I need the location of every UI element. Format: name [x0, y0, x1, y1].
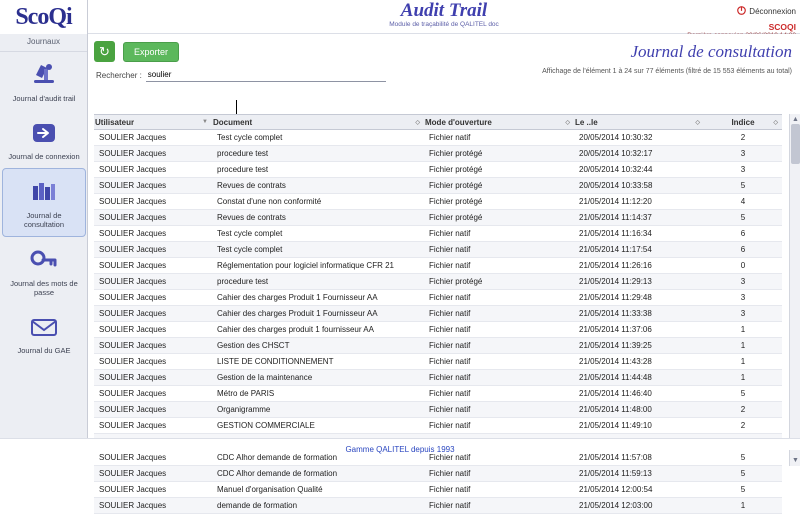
- cell-indice: 6: [704, 242, 782, 258]
- cell-utilisateur: SOULIER Jacques: [94, 466, 212, 482]
- cell-mode-ouverture: Fichier protégé: [424, 194, 574, 210]
- sort-arrow-icon: ▼: [202, 119, 208, 125]
- cell-utilisateur: SOULIER Jacques: [94, 338, 212, 354]
- app-logo: [0, 0, 87, 34]
- cell-mode-ouverture: Fichier natif: [424, 402, 574, 418]
- cell-document: Organigramme: [212, 402, 424, 418]
- cell-mode-ouverture: Fichier natif: [424, 354, 574, 370]
- cell-utilisateur: SOULIER Jacques: [94, 322, 212, 338]
- cell-date: 21/05/2014 11:37:06: [574, 322, 704, 338]
- table-row[interactable]: [94, 258, 782, 274]
- sidebar: [0, 0, 88, 450]
- cell-utilisateur: SOULIER Jacques: [94, 274, 212, 290]
- cell-utilisateur: SOULIER Jacques: [94, 258, 212, 274]
- column-header-document[interactable]: [212, 115, 424, 130]
- cell-date: 21/05/2014 11:39:25: [574, 338, 704, 354]
- main-content: [88, 34, 800, 510]
- cell-mode-ouverture: Fichier natif: [424, 242, 574, 258]
- cell-utilisateur: SOULIER Jacques: [94, 162, 212, 178]
- cell-indice: 0: [704, 258, 782, 274]
- cell-date: 21/05/2014 11:26:16: [574, 258, 704, 274]
- table-header-row: [94, 115, 782, 130]
- cell-mode-ouverture: Fichier natif: [424, 466, 574, 482]
- cell-mode-ouverture: Fichier natif: [424, 482, 574, 498]
- cell-date: 21/05/2014 11:29:48: [574, 290, 704, 306]
- cell-date: 21/05/2014 11:49:10: [574, 418, 704, 434]
- cell-mode-ouverture: Fichier natif: [424, 306, 574, 322]
- text-cursor: [236, 100, 237, 114]
- cell-document: CDC Alhor demande de formation: [212, 450, 424, 466]
- cell-date: 21/05/2014 11:14:37: [574, 210, 704, 226]
- cell-indice: 3: [704, 290, 782, 306]
- scrollbar-thumb[interactable]: [791, 124, 800, 164]
- cell-mode-ouverture: Fichier natif: [424, 386, 574, 402]
- table-row[interactable]: [94, 338, 782, 354]
- search-input[interactable]: [146, 69, 386, 82]
- cell-utilisateur: SOULIER Jacques: [94, 354, 212, 370]
- scroll-down-arrow-icon[interactable]: ▼: [792, 457, 799, 464]
- cell-indice: 2: [704, 418, 782, 434]
- cell-indice: 1: [704, 322, 782, 338]
- sidebar-item-journal-connexion[interactable]: [0, 110, 88, 168]
- cell-mode-ouverture: Fichier protégé: [424, 146, 574, 162]
- table-row[interactable]: [94, 226, 782, 242]
- cell-utilisateur: SOULIER Jacques: [94, 178, 212, 194]
- table-row[interactable]: [94, 130, 782, 146]
- cell-date: 20/05/2014 10:30:32: [574, 130, 704, 146]
- table-row[interactable]: [94, 162, 782, 178]
- cell-document: Test cycle complet: [212, 226, 424, 242]
- cell-date: 21/05/2014 11:59:13: [574, 466, 704, 482]
- vertical-scrollbar[interactable]: [789, 114, 800, 466]
- scroll-up-arrow-icon[interactable]: ▲: [792, 116, 799, 123]
- table-row[interactable]: [94, 418, 782, 434]
- cell-indice: 3: [704, 146, 782, 162]
- cell-mode-ouverture: Fichier protégé: [424, 210, 574, 226]
- table-row[interactable]: [94, 210, 782, 226]
- cell-mode-ouverture: Fichier natif: [424, 498, 574, 514]
- cell-indice: 1: [704, 354, 782, 370]
- records-info: Affichage de l'élément 1 à 24 sur 77 éléments (filtré de 15 553 éléments au total): [542, 68, 792, 75]
- logo-text: ScoQi: [15, 3, 72, 30]
- sort-arrow-icon: ◇: [415, 120, 420, 126]
- cell-date: 21/05/2014 11:17:54: [574, 242, 704, 258]
- table-row[interactable]: [94, 354, 782, 370]
- sidebar-item-journal-gae[interactable]: [0, 304, 88, 362]
- table-row[interactable]: [94, 242, 782, 258]
- cell-mode-ouverture: Fichier natif: [424, 418, 574, 434]
- cell-document: GESTION COMMERCIALE: [212, 418, 424, 434]
- cell-mode-ouverture: Fichier protégé: [424, 162, 574, 178]
- cell-date: 20/05/2014 10:33:58: [574, 178, 704, 194]
- cell-document: Constat d'une non conformité: [212, 194, 424, 210]
- cell-date: 21/05/2014 11:44:48: [574, 370, 704, 386]
- cell-utilisateur: SOULIER Jacques: [94, 194, 212, 210]
- column-header-label: Mode d'ouverture: [425, 117, 492, 127]
- cell-indice: 5: [704, 450, 782, 466]
- cell-indice: 2: [704, 130, 782, 146]
- cell-date: 21/05/2014 11:57:08: [574, 450, 704, 466]
- sidebar-item-label: Journal d'audit trail: [12, 94, 76, 103]
- cell-utilisateur: SOULIER Jacques: [94, 482, 212, 498]
- cell-mode-ouverture: Fichier natif: [424, 258, 574, 274]
- cell-document: Manuel d'organisation Qualité: [212, 482, 424, 498]
- sort-arrow-icon: ◇: [773, 120, 778, 126]
- cell-indice: 5: [704, 386, 782, 402]
- table-row[interactable]: [94, 402, 782, 418]
- sidebar-section-title: Journaux: [0, 34, 87, 52]
- cell-date: 21/05/2014 12:03:00: [574, 498, 704, 514]
- cell-mode-ouverture: Fichier protégé: [424, 178, 574, 194]
- sidebar-item-label: Journal des mots de passe: [10, 279, 78, 297]
- cell-date: 21/05/2014 11:12:20: [574, 194, 704, 210]
- cell-utilisateur: SOULIER Jacques: [94, 146, 212, 162]
- cell-document: Test cycle complet: [212, 130, 424, 146]
- cell-document: Revues de contrats: [212, 178, 424, 194]
- search-label: Rechercher :: [96, 70, 142, 80]
- cell-document: Revues de contrats: [212, 210, 424, 226]
- cell-utilisateur: SOULIER Jacques: [94, 210, 212, 226]
- table-row[interactable]: [94, 306, 782, 322]
- cell-document: Cahier des charges Produit 1 Fournisseur AA: [212, 306, 424, 322]
- page-title: Journal de consultation: [630, 42, 792, 61]
- cell-indice: 6: [704, 226, 782, 242]
- cell-indice: 5: [704, 482, 782, 498]
- table-row[interactable]: [94, 274, 782, 290]
- cell-indice: 1: [704, 370, 782, 386]
- logout-button[interactable]: [737, 6, 796, 17]
- sidebar-item-journal-audit-trail[interactable]: [0, 52, 88, 110]
- power-icon: [737, 6, 746, 17]
- cell-document: procedure test: [212, 146, 424, 162]
- cell-utilisateur: SOULIER Jacques: [94, 418, 212, 434]
- cell-date: 21/05/2014 11:48:00: [574, 402, 704, 418]
- sidebar-item-journal-consultation[interactable]: [2, 168, 86, 237]
- sidebar-item-label: Journal de connexion: [8, 152, 80, 161]
- cell-indice: 5: [704, 210, 782, 226]
- cell-indice: 3: [704, 306, 782, 322]
- cell-utilisateur: SOULIER Jacques: [94, 290, 212, 306]
- table-row[interactable]: [94, 178, 782, 194]
- cell-document: demande de formation: [212, 498, 424, 514]
- current-user: SCOQI: [768, 22, 796, 32]
- cell-utilisateur: SOULIER Jacques: [94, 130, 212, 146]
- cell-mode-ouverture: Fichier natif: [424, 226, 574, 242]
- logout-label: Déconnexion: [749, 7, 796, 16]
- cell-utilisateur: SOULIER Jacques: [94, 370, 212, 386]
- cell-indice: 3: [704, 274, 782, 290]
- cell-utilisateur: SOULIER Jacques: [94, 242, 212, 258]
- table-row[interactable]: [94, 194, 782, 210]
- cell-document: Test cycle complet: [212, 242, 424, 258]
- login-arrow-icon: [27, 118, 61, 148]
- envelope-icon: [27, 312, 61, 342]
- filter-row: [88, 64, 800, 86]
- app-subtitle: Module de traçabilité de QALITEL doc: [389, 21, 499, 28]
- table-row[interactable]: [94, 498, 782, 514]
- results-table: [94, 114, 782, 514]
- refresh-icon[interactable]: ↻: [94, 41, 115, 62]
- column-header-label: Utilisateur: [95, 117, 135, 127]
- table-row[interactable]: [94, 290, 782, 306]
- table-body: [94, 130, 782, 514]
- cell-document: Métro de PARIS: [212, 386, 424, 402]
- sidebar-item-journal-mots-de-passe[interactable]: [0, 237, 88, 304]
- cell-date: 20/05/2014 10:32:44: [574, 162, 704, 178]
- header-bar: [88, 0, 800, 34]
- column-header-label: Le ..le: [575, 117, 598, 127]
- cell-date: 21/05/2014 11:16:34: [574, 226, 704, 242]
- cell-document: Cahier des charges produit 1 fournisseur AA: [212, 322, 424, 338]
- cell-mode-ouverture: Fichier natif: [424, 338, 574, 354]
- column-header-label: Indice: [731, 117, 755, 127]
- cell-document: Gestion de la maintenance: [212, 370, 424, 386]
- sidebar-item-label: Journal de consultation: [23, 211, 65, 229]
- cell-document: procedure test: [212, 274, 424, 290]
- cell-mode-ouverture: Fichier natif: [424, 130, 574, 146]
- column-header-label: Document: [213, 117, 253, 127]
- cell-mode-ouverture: Fichier natif: [424, 290, 574, 306]
- results-table-container: [94, 114, 794, 510]
- cell-indice: 1: [704, 498, 782, 514]
- cell-date: 21/05/2014 11:29:13: [574, 274, 704, 290]
- cell-utilisateur: SOULIER Jacques: [94, 226, 212, 242]
- column-header-mode-ouverture[interactable]: [424, 115, 574, 130]
- cell-indice: 3: [704, 162, 782, 178]
- cell-mode-ouverture: Fichier natif: [424, 370, 574, 386]
- key-icon: [27, 245, 61, 275]
- books-icon: [27, 177, 61, 207]
- cell-utilisateur: SOULIER Jacques: [94, 386, 212, 402]
- cell-document: Réglementation pour logiciel informatique CFR 21: [212, 258, 424, 274]
- sort-arrow-icon: ◇: [565, 120, 570, 126]
- table-row[interactable]: [94, 146, 782, 162]
- cell-date: 21/05/2014 11:43:28: [574, 354, 704, 370]
- table-row[interactable]: [94, 322, 782, 338]
- table-row[interactable]: [94, 466, 782, 482]
- cell-indice: 1: [704, 338, 782, 354]
- column-header-indice[interactable]: [704, 115, 782, 130]
- cell-date: 20/05/2014 10:32:17: [574, 146, 704, 162]
- cell-indice: 5: [704, 178, 782, 194]
- cell-indice: 4: [704, 194, 782, 210]
- cell-document: LISTE DE CONDITIONNEMENT: [212, 354, 424, 370]
- cell-indice: 2: [704, 402, 782, 418]
- cell-document: CDC Alhor demande de formation: [212, 466, 424, 482]
- cell-utilisateur: SOULIER Jacques: [94, 450, 212, 466]
- table-head: [94, 115, 782, 130]
- cell-mode-ouverture: Fichier protégé: [424, 274, 574, 290]
- cell-date: 21/05/2014 12:00:54: [574, 482, 704, 498]
- cell-utilisateur: SOULIER Jacques: [94, 498, 212, 514]
- cell-date: 21/05/2014 11:46:40: [574, 386, 704, 402]
- sort-arrow-icon: ◇: [695, 120, 700, 126]
- cell-utilisateur: SOULIER Jacques: [94, 402, 212, 418]
- cell-mode-ouverture: Fichier natif: [424, 322, 574, 338]
- app-title: Audit Trail: [400, 0, 488, 21]
- column-header-utilisateur[interactable]: [94, 115, 212, 130]
- microscope-icon: [27, 60, 61, 90]
- cell-document: Cahier des charges Produit 1 Fournisseur AA: [212, 290, 424, 306]
- column-header-date[interactable]: [574, 115, 704, 130]
- table-row[interactable]: [94, 370, 782, 386]
- cell-document: procedure test: [212, 162, 424, 178]
- app-title-block: [389, 1, 499, 29]
- cell-indice: 5: [704, 466, 782, 482]
- table-row[interactable]: [94, 386, 782, 402]
- footer-bar: [0, 438, 800, 454]
- footer-text: Gamme QALITEL depuis 1993: [345, 445, 455, 454]
- cell-utilisateur: SOULIER Jacques: [94, 306, 212, 322]
- export-button[interactable]: Exporter: [123, 42, 179, 62]
- cell-document: Gestion des CHSCT: [212, 338, 424, 354]
- cell-date: 21/05/2014 11:33:38: [574, 306, 704, 322]
- table-row[interactable]: [94, 482, 782, 498]
- cell-mode-ouverture: Fichier natif: [424, 450, 574, 466]
- sidebar-item-label: Journal du GAE: [17, 346, 71, 355]
